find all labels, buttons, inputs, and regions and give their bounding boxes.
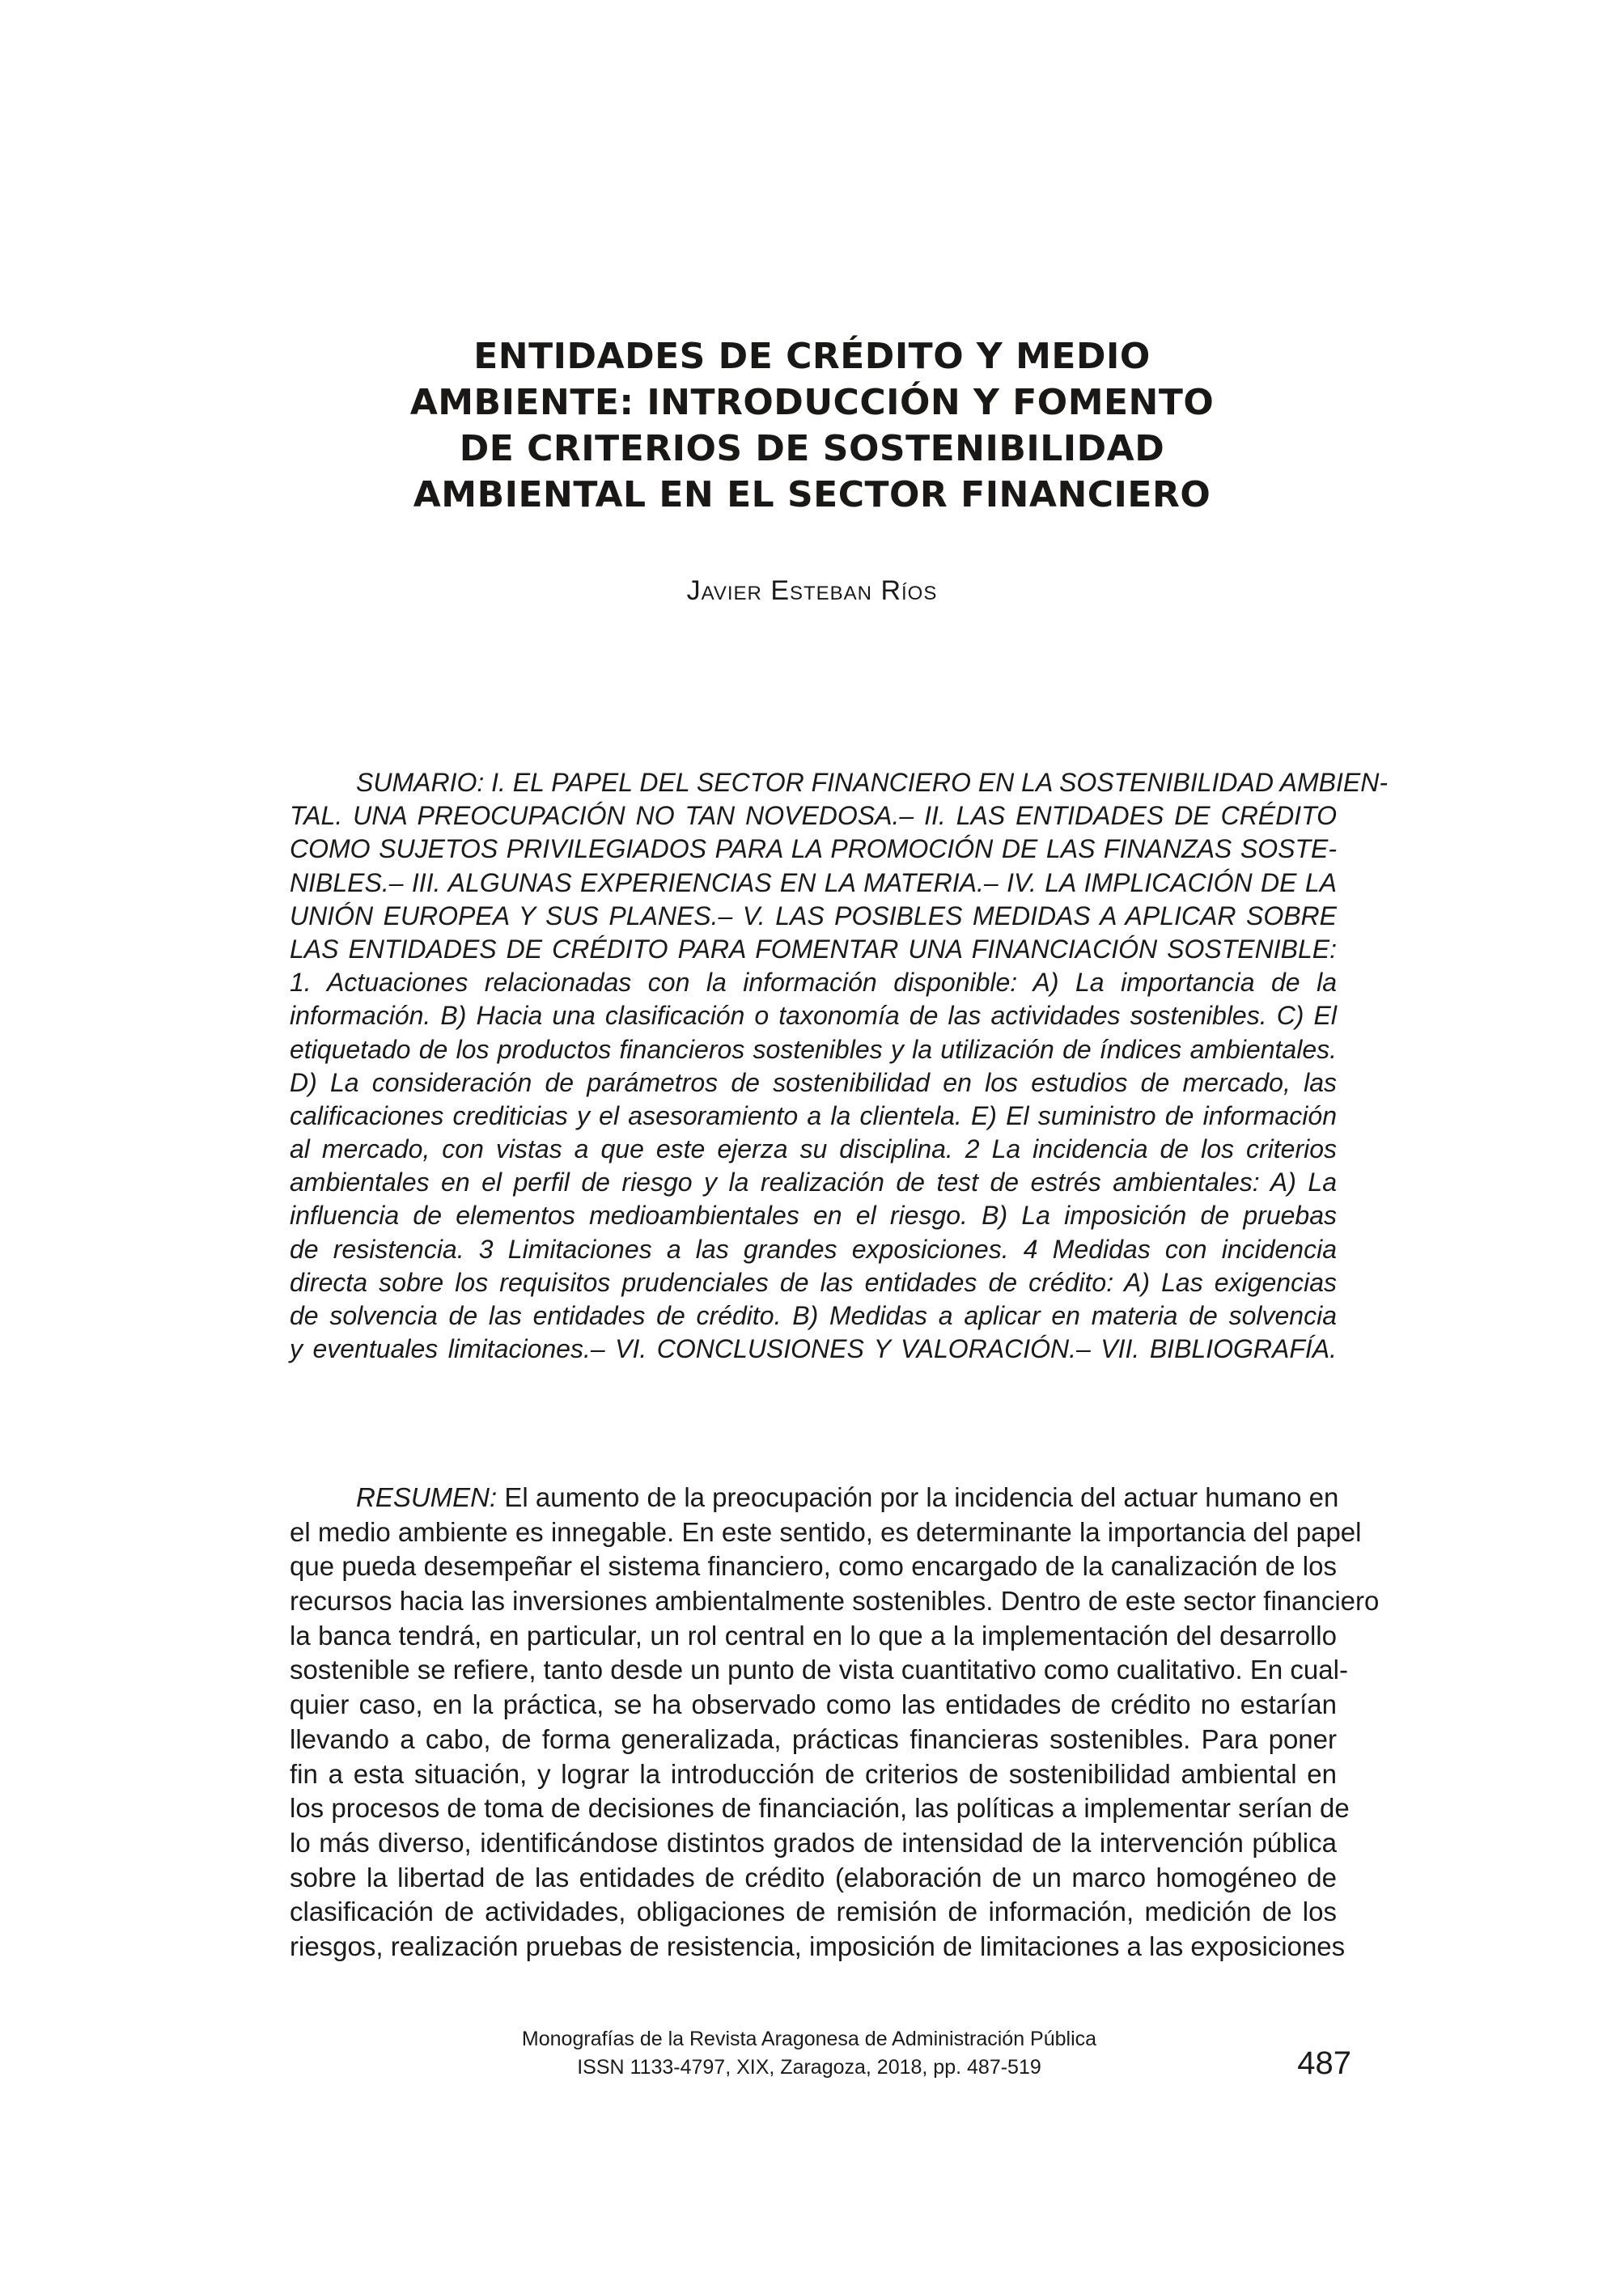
page-footer — [405, 2025, 1214, 2082]
title-line: AMBIENTE: INTRODUCCIÓN Y FOMENTO — [409, 382, 1215, 423]
abstract-line: sobre la libertad de las entidades de crédito (elaboración de un marco homogéneo de — [290, 1862, 1337, 1892]
summary-line: D) La consideración de parámetros de sostenibilidad en los estudios de mercado, las — [290, 1067, 1337, 1097]
journal-name: Monografías de la Revista Aragonesa de Administración Pública — [521, 2028, 1097, 2050]
abstract-line: llevando a cabo, de forma generalizada, prácticas financieras sostenibles. Para poner — [290, 1723, 1337, 1754]
summary-line: al mercado, con vistas a que este ejerza su disciplina. 2 La incidencia de los criterios — [290, 1134, 1337, 1164]
summary-line: COMO SUJETOS PRIVILEGIADOS PARA LA PROMOCIÓN DE LAS FINANZAS SOSTE- — [290, 834, 1337, 864]
page-number: 487 — [1297, 2045, 1351, 2081]
abstract-block — [290, 1481, 1380, 1965]
summary-line: NIBLES.– III. ALGUNAS EXPERIENCIAS EN LA MATERIA.– IV. LA IMPLICACIÓN DE LA — [290, 867, 1337, 897]
abstract-line: fin a esta situación, y lograr la introducción de criterios de sostenibilidad ambiental en — [290, 1758, 1337, 1789]
summary-line: etiquetado de los productos financieros sostenibles y la utilización de índices ambientales. — [290, 1034, 1337, 1064]
abstract-line: riesgos, realización pruebas de resistencia, imposición de limitaciones a las exposiciones — [290, 1931, 1346, 1961]
summary-line: influencia de elementos medioambientales en el riesgo. B) La imposición de pruebas — [290, 1201, 1337, 1231]
summary-block — [290, 766, 1388, 1366]
summary-line: información. B) Hacia una clasificación o taxonomía de las actividades sostenibles. C) El — [290, 1001, 1337, 1031]
summary-line: de solvencia de las entidades de crédito. B) Medidas a aplicar en materia de solvencia — [290, 1301, 1337, 1330]
summary-line: SUMARIO: I. EL PAPEL DEL SECTOR FINANCIERO EN LA SOSTENIBILIDAD AMBIEN- — [356, 768, 1388, 797]
abstract-line: la banca tendrá, en particular, un rol central en lo que a la implementación del desarrollo — [290, 1620, 1337, 1651]
summary-line: de resistencia. 3 Limitaciones a las grandes exposiciones. 4 Medidas con incidencia — [290, 1234, 1337, 1264]
abstract-line: recursos hacia las inversiones ambientalmente sostenibles. Dentro de este sector financiero — [290, 1586, 1380, 1617]
title-line: ENTIDADES DE CRÉDITO Y MEDIO — [473, 336, 1151, 377]
abstract-line — [290, 1481, 1337, 1515]
abstract-text: El aumento de la preocupación por la incidencia del actuar humano en — [497, 1482, 1339, 1512]
summary-line: calificaciones crediticias y el asesoramiento a la clientela. E) El suministro de información — [290, 1100, 1337, 1130]
summary-line: ambientales en el perfil de riesgo y la realización de test de estrés ambientales: A) La — [290, 1168, 1337, 1197]
abstract-line: clasificación de actividades, obligaciones de remisión de información, medición de los — [290, 1897, 1337, 1927]
summary-line: UNIÓN EUROPEA Y SUS PLANES.– V. LAS POSIBLES MEDIDAS A APLICAR SOBRE — [290, 901, 1337, 930]
summary-line: y eventuales limitaciones.– VI. CONCLUSIONES Y VALORACIÓN.– VII. BIBLIOGRAFÍA. — [290, 1334, 1337, 1364]
citation-info: ISSN 1133-4797, XIX, Zaragoza, 2018, pp. 487-519 — [577, 2056, 1041, 2079]
abstract-line: quier caso, en la práctica, se ha observado como las entidades de crédito no estarían — [290, 1689, 1337, 1720]
title-line: DE CRITERIOS DE SOSTENIBILIDAD — [459, 428, 1165, 469]
summary-line: directa sobre los requisitos prudenciales de las entidades de crédito: A) Las exigencias — [290, 1267, 1337, 1297]
abstract-label: RESUMEN: — [356, 1482, 498, 1512]
summary-line: 1. Actuaciones relacionadas con la información disponible: A) La importancia de la — [290, 968, 1337, 998]
article-title — [324, 333, 1300, 518]
title-line: AMBIENTAL EN EL SECTOR FINANCIERO — [413, 474, 1211, 515]
abstract-line: sostenible se refiere, tanto desde un punto de vista cuantitativo como cualitativo. En cual- — [290, 1655, 1348, 1685]
summary-line: TAL. UNA PREOCUPACIÓN NO TAN NOVEDOSA.– II. LAS ENTIDADES DE CRÉDITO — [290, 801, 1337, 831]
abstract-line: los procesos de toma de decisiones de financiación, las políticas a implementar serían de — [290, 1793, 1350, 1824]
author-name: Javier Esteban Ríos — [686, 575, 938, 606]
abstract-line: que pueda desempeñar el sistema financiero, como encargado de la canalización de los — [290, 1551, 1337, 1582]
abstract-line: lo más diverso, identificándose distintos grados de intensidad de la intervención pública — [290, 1827, 1337, 1858]
abstract-line: el medio ambiente es innegable. En este sentido, es determinante la importancia del papel — [290, 1516, 1362, 1547]
summary-line: LAS ENTIDADES DE CRÉDITO PARA FOMENTAR UNA FINANCIACIÓN SOSTENIBLE: — [290, 934, 1337, 964]
